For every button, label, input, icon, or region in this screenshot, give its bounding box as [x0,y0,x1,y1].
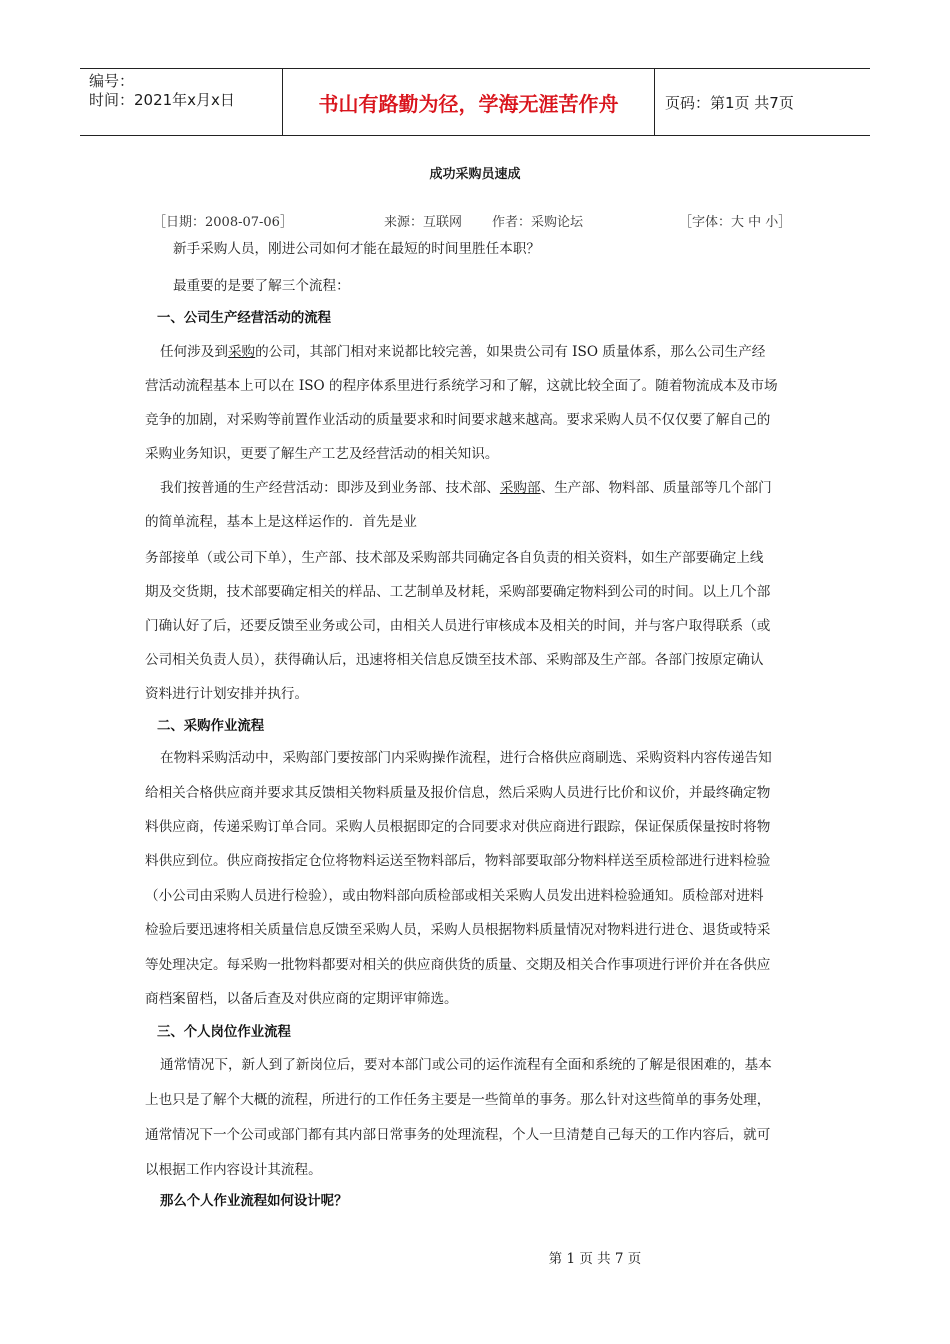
page-header [80,68,870,136]
section-2-line: 料供应到位。供应商按指定仓位将物料运送至物料部后，物料部要取部分物料样送至质检部进行进料检验 [145,853,771,869]
section-1-line: 营活动流程基本上可以在 ISO 的程序体系里进行系统学习和了解，这就比较全面了。随着物流成本及市场 [145,378,778,394]
section-1-line: 门确认好了后，还要反馈至业务或公司，由相关人员进行审核成本及相关的时间，并与客户取得联系（或 [145,618,771,634]
section-1-line: 务部接单（或公司下单），生产部、技术部及采购部共同确定各自负责的相关资料，如生产部要确定上线 [145,550,764,566]
section-2-heading: 二、采购作业流程 [157,719,265,734]
section-3-line: 上也只是了解个大概的流程，所进行的工作任务主要是一些简单的事务。那么针对这些简单的事务处理， [145,1092,771,1108]
section-1-line: 我们按普通的生产经营活动：即涉及到业务部、技术部、采购部、生产部、物料部、质量部等几个部门 [160,480,772,496]
section-1-line: 的简单流程，基本上是这样运作的．首先是业 [145,514,417,530]
section-1-line: 采购业务知识，更要了解生产工艺及经营活动的相关知识。 [145,446,499,462]
section-2-line: 给相关合格供应商并要求其反馈相关物料质量及报价信息，然后采购人员进行比价和议价，并最终确定物 [145,785,771,801]
article-title: 成功采购员速成 [429,167,521,182]
section-2-line: 料供应商，传递采购订单合同。采购人员根据即定的合同要求对供应商进行跟踪，保证保质保量按时将物 [145,819,771,835]
section-3-line: 通常情况下一个公司或部门都有其内部日常事务的处理流程，个人一旦清楚自己每天的工作内容后，就可 [145,1127,771,1143]
page-footer: 第 1 页 共 7 页 [548,1251,642,1267]
section-1-heading: 一、公司生产经营活动的流程 [157,311,332,326]
header-page-info: 页码：第1页 共7页 [665,93,794,112]
section-3-heading: 三、个人岗位作业流程 [157,1025,291,1040]
section-1-line: 资料进行计划安排并执行。 [145,686,309,702]
intro-paragraph-2: 最重要的是要了解三个流程： [173,278,350,294]
font-size-selector[interactable]: ［字体：大 中 小］ [679,215,792,230]
section-1-line: 公司相关负责人员），获得确认后，迅速将相关信息反馈至技术部、采购部及生产部。各部门按原定确认 [145,652,764,668]
section-2-line: 检验后要迅速将相关质量信息反馈至采购人员，采购人员根据物料质量情况对物料进行进仓、退货或特采 [145,922,771,938]
section-1-line: 期及交货期，技术部要确定相关的样品、工艺制单及材耗，采购部要确定物料到公司的时间。以上几个部 [145,584,771,600]
header-motto: 书山有路勤为径，学海无涯苦作舟 [282,69,655,135]
section-2-line: 商档案留档，以备后查及对供应商的定期评审筛选。 [145,991,458,1007]
section-4-heading: 那么个人作业流程如何设计呢？ [160,1194,348,1209]
section-2-line: 等处理决定。每采购一批物料都要对相关的供应商供货的质量、交期及相关合作事项进行评价并在各供应 [145,957,771,973]
section-3-line: 以根据工作内容设计其流程。 [145,1162,322,1178]
header-left-cell [80,69,282,135]
section-3-line: 通常情况下，新人到了新岗位后，要对本部门或公司的运作流程有全面和系统的了解是很困难的，基本 [160,1057,772,1073]
section-2-line: （小公司由采购人员进行检验），或由物料部向质检部或相关采购人员发出进料检验通知。质检部对进料 [145,888,764,904]
intro-paragraph-1: 新手采购人员，刚进公司如何才能在最短的时间里胜任本职？ [173,241,541,257]
purchase-link[interactable]: 采购 [227,344,256,360]
document-number: 编号： [89,72,135,90]
article-source: 来源：互联网 [384,215,463,230]
article-author: 作者：采购论坛 [492,215,584,230]
section-1-line: 任何涉及到采购的公司，其部门相对来说都比较完善，如果贵公司有 ISO 质量体系，那么公司生产经 [160,344,766,360]
article-date: ［日期：2008-07-06］ [153,215,293,230]
section-2-line: 在物料采购活动中，采购部门要按部门内采购操作流程，进行合格供应商刷选、采购资料内容传递告知 [160,750,772,766]
purchasing-dept-link[interactable]: 采购部 [499,480,541,496]
section-1-line: 竞争的加剧，对采购等前置作业活动的质量要求和时间要求越来越高。要求采购人员不仅仅要了解自己的 [145,412,771,428]
document-time: 时间：2021年x月x日 [89,91,235,109]
